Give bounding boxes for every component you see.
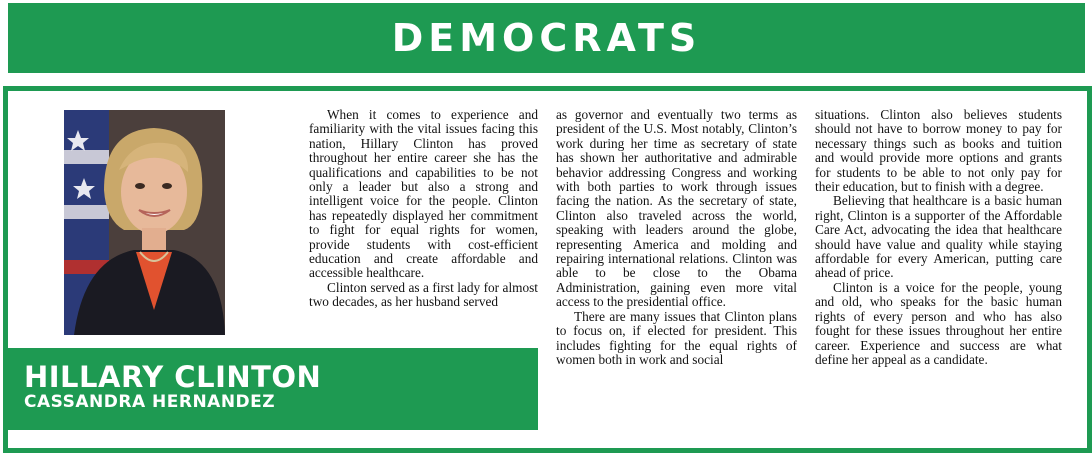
section-banner (8, 3, 1085, 73)
article-column-1 (309, 108, 538, 310)
paragraph: When it comes to experience and familiarity with the vital issues facing this nation, Hillary Clinton has proved throughout her entire career she has the qualifications and capabilities to be not only a leader but also a strong and intelligent voice for the people. Clinton has repeatedly displayed her commitment to fight for equal rights for women, provide students with cost-efficient education and create affordable and accessible healthcare. (309, 107, 538, 281)
byline (24, 362, 321, 412)
portrait-illustration (64, 110, 225, 335)
article-column-2 (556, 108, 797, 367)
article-column-3 (815, 108, 1062, 367)
candidate-photo (64, 110, 225, 335)
candidate-name: HILLARY CLINTON (24, 360, 322, 394)
section-title: DEMOCRATS (391, 16, 702, 60)
paragraph: Clinton served as a first lady for almost two decades, as her husband served (309, 279, 538, 310)
paragraph: Clinton is a voice for the people, young and old, who speaks for the basic human rights of every person and who has also fought for these issues throughout her entire career. Experience and success are what define her appeal as a candidate. (815, 279, 1062, 367)
author-name: CASSANDRA HERNANDEZ (24, 392, 276, 412)
paragraph: situations. Clinton also believes students should not have to borrow money to pay for necessary things such as books and tuition and would provide more options and grants for students to be able to not only pay for their education, but to finish with a degree. (815, 107, 1062, 195)
paragraph: There are many issues that Clinton plans to focus on, if elected for president. This includes fighting for the equal rights of women both in work and social (556, 308, 797, 367)
paragraph: as governor and eventually two terms as president of the U.S. Most notably, Clinton’s work during her time as secretary of state has shown her authoritative and admirable behavior addressing Congress and working with both parties to work through issues facing the nation. As the secretary of state, Clinton also traveled across the world, speaking with leaders around the globe, representing America and molding and repairing international relations. Clinton was able to be close to the Obama Administration, gaining even more vital access to the presidential office. (556, 107, 797, 310)
paragraph: Believing that healthcare is a basic human right, Clinton is a supporter of the Affordable Care Act, advocating the idea that healthcare should have value and quality while staying affordable for every American, putting care ahead of price. (815, 193, 1062, 281)
